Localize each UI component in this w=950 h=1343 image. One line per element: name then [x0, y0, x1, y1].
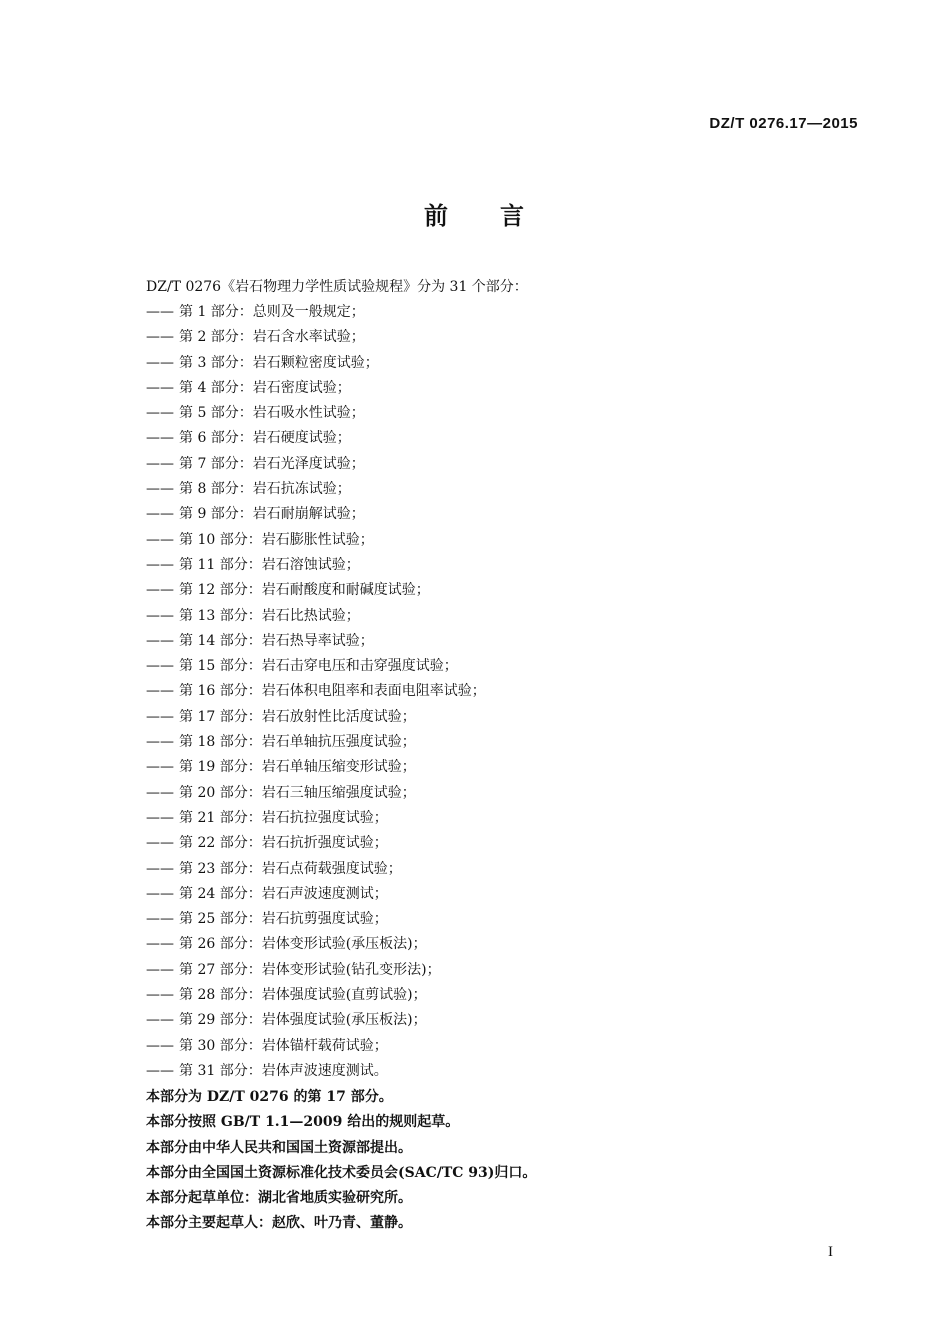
list-item: [146, 1036, 486, 1061]
list-item: [146, 606, 486, 631]
list-dash: ——: [146, 1062, 174, 1079]
list-item-text: 第 28 部分：岩体强度试验(直剪试验)；: [179, 987, 427, 1004]
list-item: [146, 1010, 486, 1035]
list-dash: ——: [146, 354, 174, 371]
title-char-2: 言: [500, 202, 526, 230]
list-item-text: 第 8 部分：岩石抗冻试验；: [179, 481, 351, 498]
list-item-text: 第 20 部分：岩石三轴压缩强度试验；: [179, 784, 416, 801]
list-item: [146, 403, 486, 428]
list-item: [146, 757, 486, 782]
list-dash: ——: [146, 607, 174, 624]
list-item-text: 第 4 部分：岩石密度试验；: [179, 379, 351, 396]
list-item: [146, 1061, 486, 1086]
list-item: [146, 808, 486, 833]
page-title: [0, 196, 950, 231]
list-item-text: 第 7 部分：岩石光泽度试验；: [179, 455, 365, 472]
drafting-notes: [146, 1087, 536, 1239]
title-char-1: 前: [424, 202, 450, 230]
list-dash: ——: [146, 1012, 174, 1029]
list-item: [146, 833, 486, 858]
list-item: [146, 504, 486, 529]
list-item: [146, 656, 486, 681]
list-item: [146, 580, 486, 605]
list-dash: ——: [146, 405, 174, 422]
list-dash: ——: [146, 556, 174, 573]
list-dash: ——: [146, 304, 174, 320]
list-item-text: 第 31 部分：岩体声波速度测试。: [179, 1062, 388, 1079]
list-dash: ——: [146, 809, 174, 826]
page-number: I: [828, 1244, 833, 1260]
list-dash: ——: [146, 759, 174, 776]
list-dash: ——: [146, 683, 174, 700]
note-drafters: 本部分主要起草人：赵欣、叶乃青、董静。: [146, 1215, 412, 1232]
list-dash: ——: [146, 455, 174, 472]
list-item: [146, 555, 486, 580]
list-dash: ——: [146, 708, 174, 725]
list-item-text: 第 15 部分：岩石击穿电压和击穿强度试验；: [179, 658, 458, 675]
list-item-text: 第 23 部分：岩石点荷载强度试验；: [179, 860, 402, 877]
list-item: [146, 909, 486, 934]
list-item: [146, 681, 486, 706]
list-item-text: 第 11 部分：岩石溶蚀试验；: [179, 556, 360, 573]
list-item-text: 第 22 部分：岩石抗折强度试验；: [179, 835, 388, 852]
list-item-text: 第 9 部分：岩石耐崩解试验；: [179, 506, 365, 523]
intro-paragraph: DZ/T 0276《岩石物理力学性质试验规程》分为 31 个部分：: [146, 279, 528, 295]
list-item-text: 第 21 部分：岩石抗拉强度试验；: [179, 809, 388, 826]
list-dash: ——: [146, 658, 174, 675]
note-drafting-rules: 本部分按照 GB/T 1.1—2009 给出的规则起草。: [146, 1114, 460, 1131]
list-item-text: 第 17 部分：岩石放射性比活度试验；: [179, 708, 416, 725]
note-technical-committee: 本部分由全国国土资源标准化技术委员会(SAC/TC 93)归口。: [146, 1164, 537, 1181]
list-item-text: 第 18 部分：岩石单轴抗压强度试验；: [179, 734, 416, 751]
list-dash: ——: [146, 329, 174, 346]
list-item: [146, 327, 486, 352]
list-dash: ——: [146, 531, 174, 548]
list-item-text: 第 6 部分：岩石硬度试验；: [179, 430, 351, 447]
list-item: [146, 454, 486, 479]
list-item-text: 第 13 部分：岩石比热试验；: [179, 607, 360, 624]
list-item: [146, 479, 486, 504]
note-drafting-unit: 本部分起草单位：湖北省地质实验研究所。: [146, 1190, 412, 1207]
list-item: [146, 783, 486, 808]
list-item-text: 第 25 部分：岩石抗剪强度试验；: [179, 911, 388, 928]
list-dash: ——: [146, 734, 174, 751]
list-dash: ——: [146, 860, 174, 877]
list-dash: ——: [146, 481, 174, 498]
list-item: [146, 960, 486, 985]
list-item-text: 第 2 部分：岩石含水率试验；: [179, 329, 365, 346]
list-dash: ——: [146, 987, 174, 1004]
note-proposer: 本部分由中华人民共和国国土资源部提出。: [146, 1139, 412, 1156]
list-item: [146, 884, 486, 909]
list-dash: ——: [146, 961, 174, 978]
list-item: [146, 985, 486, 1010]
list-item-text: 第 24 部分：岩石声波速度测试；: [179, 885, 388, 902]
list-item: [146, 934, 486, 959]
list-item: [146, 707, 486, 732]
list-item: [146, 631, 486, 656]
list-dash: ——: [146, 430, 174, 447]
list-item-text: 第 19 部分：岩石单轴压缩变形试验；: [179, 759, 416, 776]
list-item-text: 第 1 部分：总则及一般规定；: [179, 304, 365, 320]
list-dash: ——: [146, 885, 174, 902]
note-part-number: 本部分为 DZ/T 0276 的第 17 部分。: [146, 1089, 393, 1105]
list-dash: ——: [146, 784, 174, 801]
list-dash: ——: [146, 835, 174, 852]
list-item: [146, 859, 486, 884]
list-item-text: 第 29 部分：岩体强度试验(承压板法)；: [179, 1012, 427, 1029]
list-item: [146, 530, 486, 555]
list-dash: ——: [146, 379, 174, 396]
list-item-text: 第 10 部分：岩石膨胀性试验；: [179, 531, 374, 548]
list-dash: ——: [146, 1037, 174, 1054]
list-item-text: 第 30 部分：岩体锚杆载荷试验；: [179, 1037, 388, 1054]
list-dash: ——: [146, 506, 174, 523]
parts-list: [146, 302, 486, 1086]
list-dash: ——: [146, 582, 174, 599]
list-item-text: 第 5 部分：岩石吸水性试验；: [179, 405, 365, 422]
list-dash: ——: [146, 936, 174, 953]
list-item-text: 第 27 部分：岩体变形试验(钻孔变形法)；: [179, 961, 441, 978]
standard-code: DZ/T 0276.17—2015: [709, 115, 858, 132]
list-item: [146, 428, 486, 453]
list-item: [146, 302, 486, 327]
list-item-text: 第 26 部分：岩体变形试验(承压板法)；: [179, 936, 427, 953]
list-dash: ——: [146, 632, 174, 649]
list-item: [146, 378, 486, 403]
list-item: [146, 732, 486, 757]
list-item-text: 第 16 部分：岩石体积电阻率和表面电阻率试验；: [179, 683, 486, 700]
list-dash: ——: [146, 911, 174, 928]
list-item-text: 第 14 部分：岩石热导率试验；: [179, 632, 374, 649]
list-item-text: 第 3 部分：岩石颗粒密度试验；: [179, 354, 379, 371]
list-item-text: 第 12 部分：岩石耐酸度和耐碱度试验；: [179, 582, 430, 599]
list-item: [146, 353, 486, 378]
